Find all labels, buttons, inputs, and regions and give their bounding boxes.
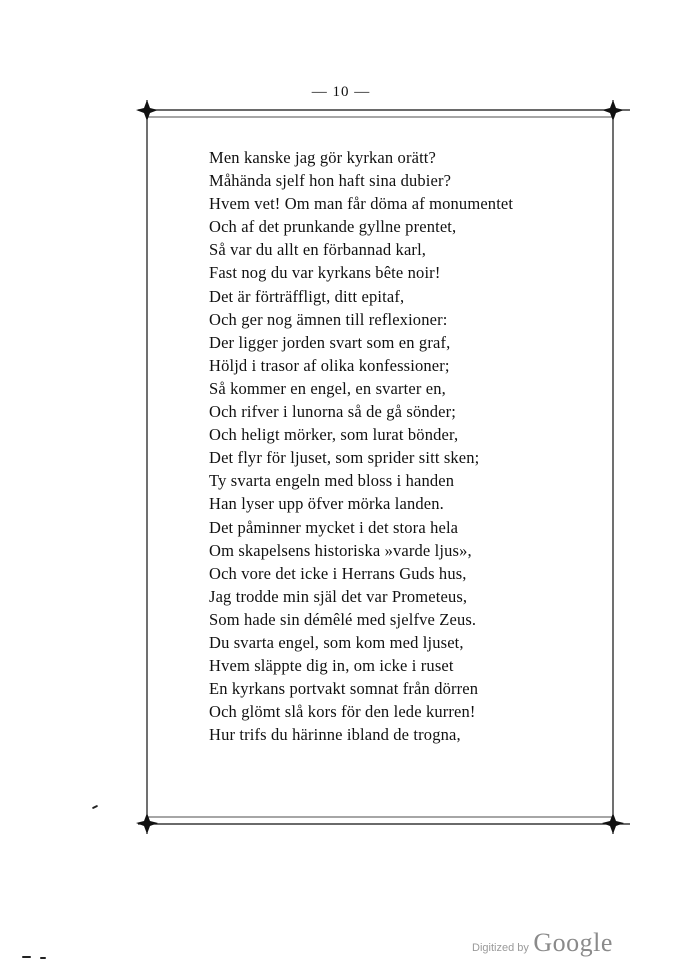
poem-line: Måhända sjelf hon haft sina dubier? (209, 171, 452, 191)
corner-ornament-bottom-left-icon (136, 813, 158, 834)
corner-ornament-top-left-icon (136, 100, 158, 121)
poem-line: Der ligger jorden svart som en graf, (209, 332, 451, 352)
poem-line: Och ger nog ämnen till reflexioner: (209, 309, 448, 329)
poem-line: Hvem släppte dig in, om icke i ruset (209, 656, 454, 676)
poem-line: Och rifver i lunorna så de gå sönder; (209, 402, 457, 422)
poem-line: Så var du allt en förbannad karl, (209, 240, 427, 260)
poem-line: Ty svarta engeln med bloss i handen (209, 471, 455, 491)
poem-line: Hvem vet! Om man får döma af monumentet (209, 194, 514, 214)
digitized-by-label: Digitized by (472, 942, 529, 954)
poem-line: Men kanske jag gör kyrkan orätt? (209, 148, 437, 167)
poem-line: Du svarta engel, som kom med ljuset, (209, 632, 464, 652)
poem-line: Höljd i trasor af olika konfessioner; (209, 355, 450, 375)
poem-line: Hur trifs du härinne ibland de trogna, (209, 725, 461, 745)
digitized-by-watermark (472, 928, 613, 958)
poem-line: Det är förträffligt, ditt epitaf, (209, 286, 405, 306)
poem-body (209, 146, 569, 746)
poem-line: Och glömt slå kors för den lede kurren! (209, 702, 476, 722)
poem-line: Och heligt mörker, som lurat bönder, (209, 425, 459, 445)
corner-ornament-top-right-icon (602, 100, 624, 121)
poem-line: Han lyser upp öfver mörka landen. (209, 494, 444, 514)
corner-ornament-bottom-right-icon (602, 813, 624, 834)
poem-line: Och af det prunkande gyllne prentet, (209, 217, 457, 237)
poem-line: En kyrkans portvakt somnat från dörren (209, 679, 479, 699)
print-speck (22, 956, 31, 958)
poem-line: Jag trodde min själ det var Prometeus, (209, 586, 468, 606)
google-logo: Google (533, 928, 613, 957)
poem-line: Och vore det icke i Herrans Guds hus, (209, 563, 467, 583)
poem-line: Om skapelsens historiska »varde ljus», (209, 540, 472, 560)
poem-line: Det påminner mycket i det stora hela (209, 517, 459, 537)
print-speck (40, 957, 46, 959)
page-number: — 10 — (311, 84, 371, 100)
poem-line: Fast nog du var kyrkans bête noir! (209, 263, 441, 283)
poem-line: Det flyr för ljuset, som sprider sitt sken; (209, 448, 480, 468)
poem-line: Som hade sin démêlé med sjelfve Zeus. (209, 609, 477, 629)
poem-line: Så kommer en engel, en svarter en, (209, 378, 446, 398)
